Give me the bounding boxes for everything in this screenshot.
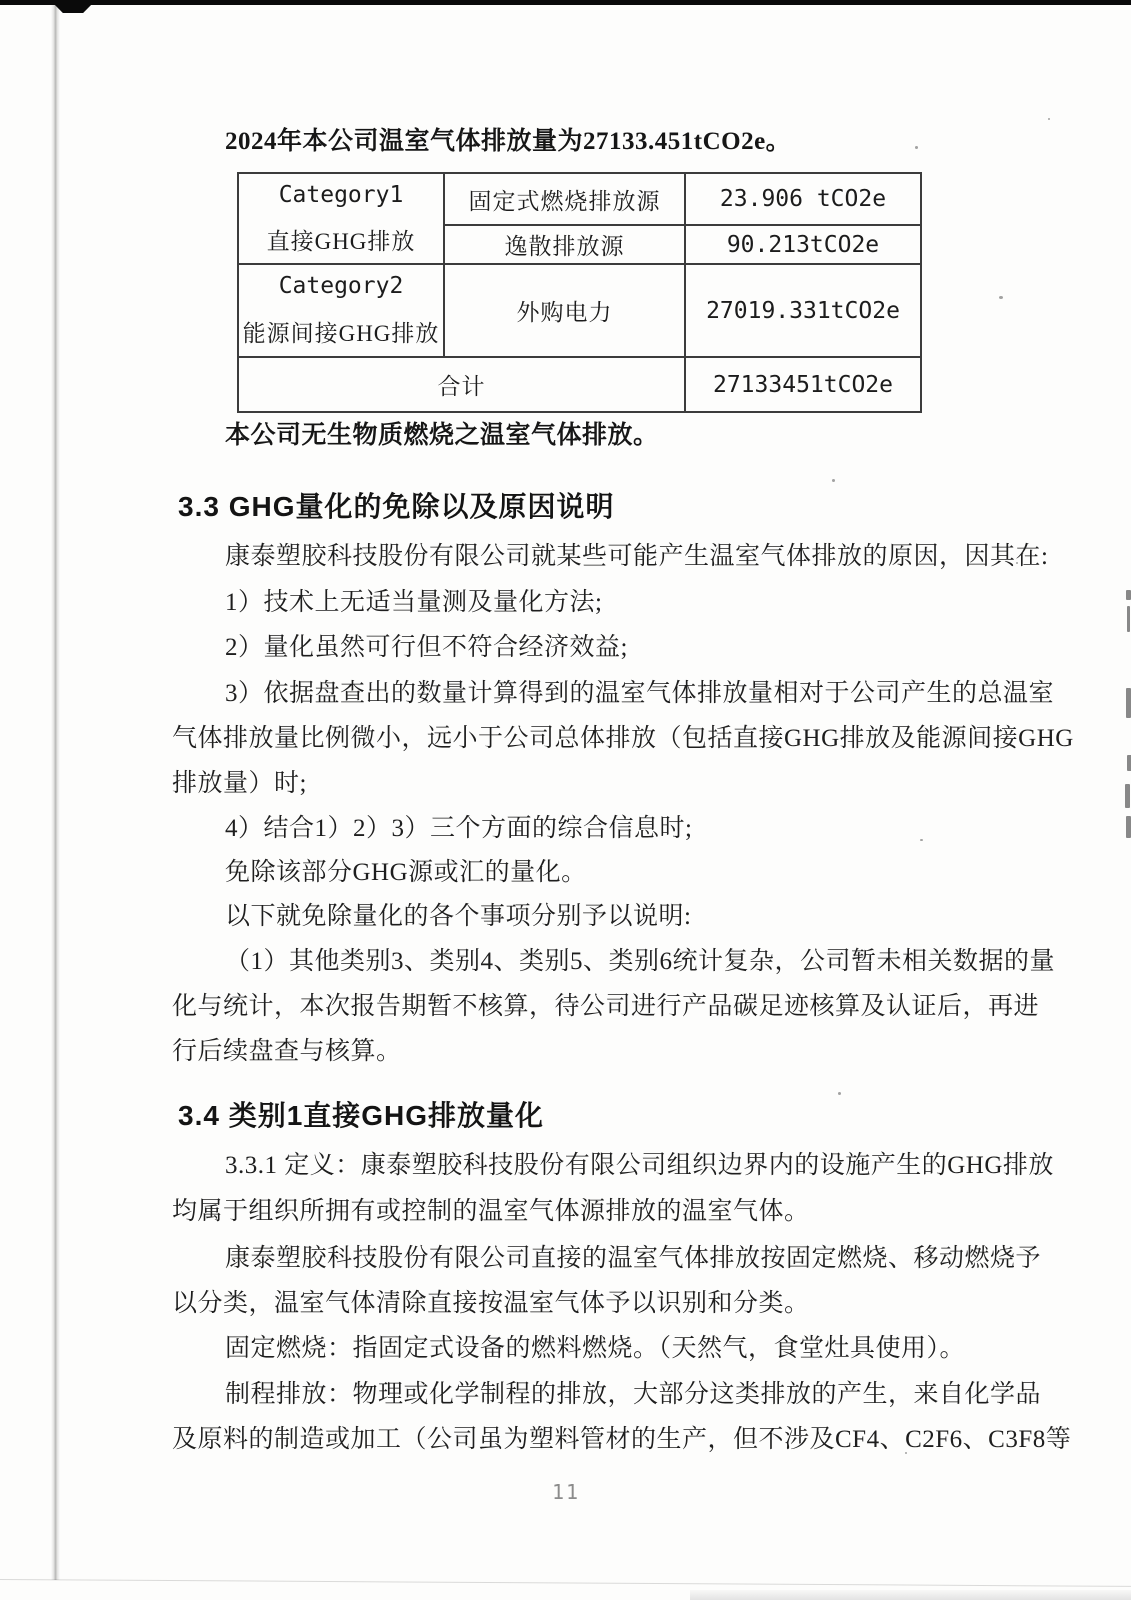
paragraph-line: 康泰塑胶科技股份有限公司就某些可能产生温室气体排放的原因，因其在: — [225, 543, 1049, 570]
paragraph-line: 制程排放：物理或化学制程的排放，大部分这类排放的产生，来自化学品 — [225, 1381, 1042, 1408]
edge-bleed-mark — [1126, 590, 1131, 600]
paragraph-line: （1）其他类别3、类别4、类别5、类别6统计复杂，公司暂未相关数据的量 — [225, 948, 1056, 975]
paragraph-line: 及原料的制造或加工（公司虽为塑料管材的生产，但不涉及CF4、C2F6、C3F8等 — [172, 1426, 1072, 1453]
scan-speck — [832, 479, 835, 482]
list-item-4: 4）结合1）2）3）三个方面的综合信息时; — [225, 815, 693, 842]
edge-bleed-mark — [1126, 688, 1131, 718]
scan-speck — [915, 146, 918, 149]
total-label: 合计 — [238, 357, 685, 412]
binding-crease-line — [51, 4, 60, 1580]
category1-cell — [238, 173, 444, 264]
scan-speck — [838, 1092, 841, 1095]
edge-bleed-mark — [1127, 755, 1131, 771]
page-number: 11 — [552, 1480, 581, 1504]
paragraph-line: 化与统计，本次报告期暂不核算，待公司进行产品碳足迹核算及认证后，再进 — [172, 993, 1040, 1020]
value-purchased-electricity: 27019.331tCO2e — [685, 264, 921, 357]
list-item-1: 1）技术上无适当量测及量化方法; — [225, 589, 603, 616]
paragraph-line: 以下就免除量化的各个事项分别予以说明: — [225, 903, 692, 930]
category2-sublabel: 能源间接GHG排放 — [242, 321, 440, 346]
paragraph-line: 行后续盘查与核算。 — [172, 1038, 402, 1065]
total-value: 27133451tCO2e — [685, 357, 921, 412]
value-fixed-combustion: 23.906 tCO2e — [685, 173, 921, 225]
list-item-2: 2）量化虽然可行但不符合经济效益; — [225, 634, 628, 661]
paragraph-line: 均属于组织所拥有或控制的温室气体源排放的温室气体。 — [172, 1198, 810, 1225]
emissions-table — [237, 172, 922, 413]
paragraph-line: 免除该部分GHG源或汇的量化。 — [225, 859, 587, 886]
paragraph-line: 固定燃烧：指固定式设备的燃料燃烧。（天然气，食堂灶具使用）。 — [225, 1335, 966, 1362]
biomass-note: 本公司无生物质燃烧之温室气体排放。 — [225, 422, 659, 449]
list-item-3: 3）依据盘查出的数量计算得到的温室气体排放量相对于公司产生的总温室 — [225, 680, 1055, 707]
section-3-4-heading: 3.4 类别1直接GHG排放量化 — [178, 1100, 545, 1131]
intro-text: 2024年本公司温室气体排放量为27133.451tCO2e。 — [225, 128, 792, 155]
scan-speck — [920, 839, 923, 841]
source-fugitive: 逸散排放源 — [444, 225, 685, 264]
scan-bottom-line-artifact — [0, 1579, 1131, 1587]
section-3-3-heading: 3.3 GHG量化的免除以及原因说明 — [178, 491, 615, 522]
value-fugitive: 90.213tCO2e — [685, 225, 921, 264]
paragraph-line: 康泰塑胶科技股份有限公司直接的温室气体排放按固定燃烧、移动燃烧予 — [225, 1245, 1042, 1272]
category2-label: Category2 — [278, 273, 404, 299]
category1-sublabel: 直接GHG排放 — [266, 228, 416, 254]
category1-label: Category1 — [278, 181, 404, 208]
scan-top-edge-artifact — [0, 0, 1131, 5]
scan-speck — [999, 296, 1003, 299]
scan-speck — [1048, 118, 1050, 120]
paragraph-line: 以分类，温室气体清除直接按温室气体予以识别和分类。 — [172, 1290, 810, 1317]
source-purchased-electricity: 外购电力 — [444, 264, 685, 357]
edge-bleed-mark — [1125, 784, 1130, 808]
category2-cell — [238, 264, 444, 357]
source-fixed-combustion: 固定式燃烧排放源 — [444, 173, 685, 225]
paragraph-line: 3.3.1 定义：康泰塑胶科技股份有限公司组织边界内的设施产生的GHG排放 — [225, 1152, 1054, 1179]
paragraph-line: 气体排放量比例微小，远小于公司总体排放（包括直接GHG排放及能源间接GHG — [172, 725, 1074, 752]
paragraph-line: 排放量）时; — [172, 770, 307, 797]
scan-bottom-smudge-artifact — [690, 1590, 1131, 1600]
edge-bleed-mark — [1126, 816, 1131, 838]
edge-bleed-mark — [1127, 606, 1130, 632]
